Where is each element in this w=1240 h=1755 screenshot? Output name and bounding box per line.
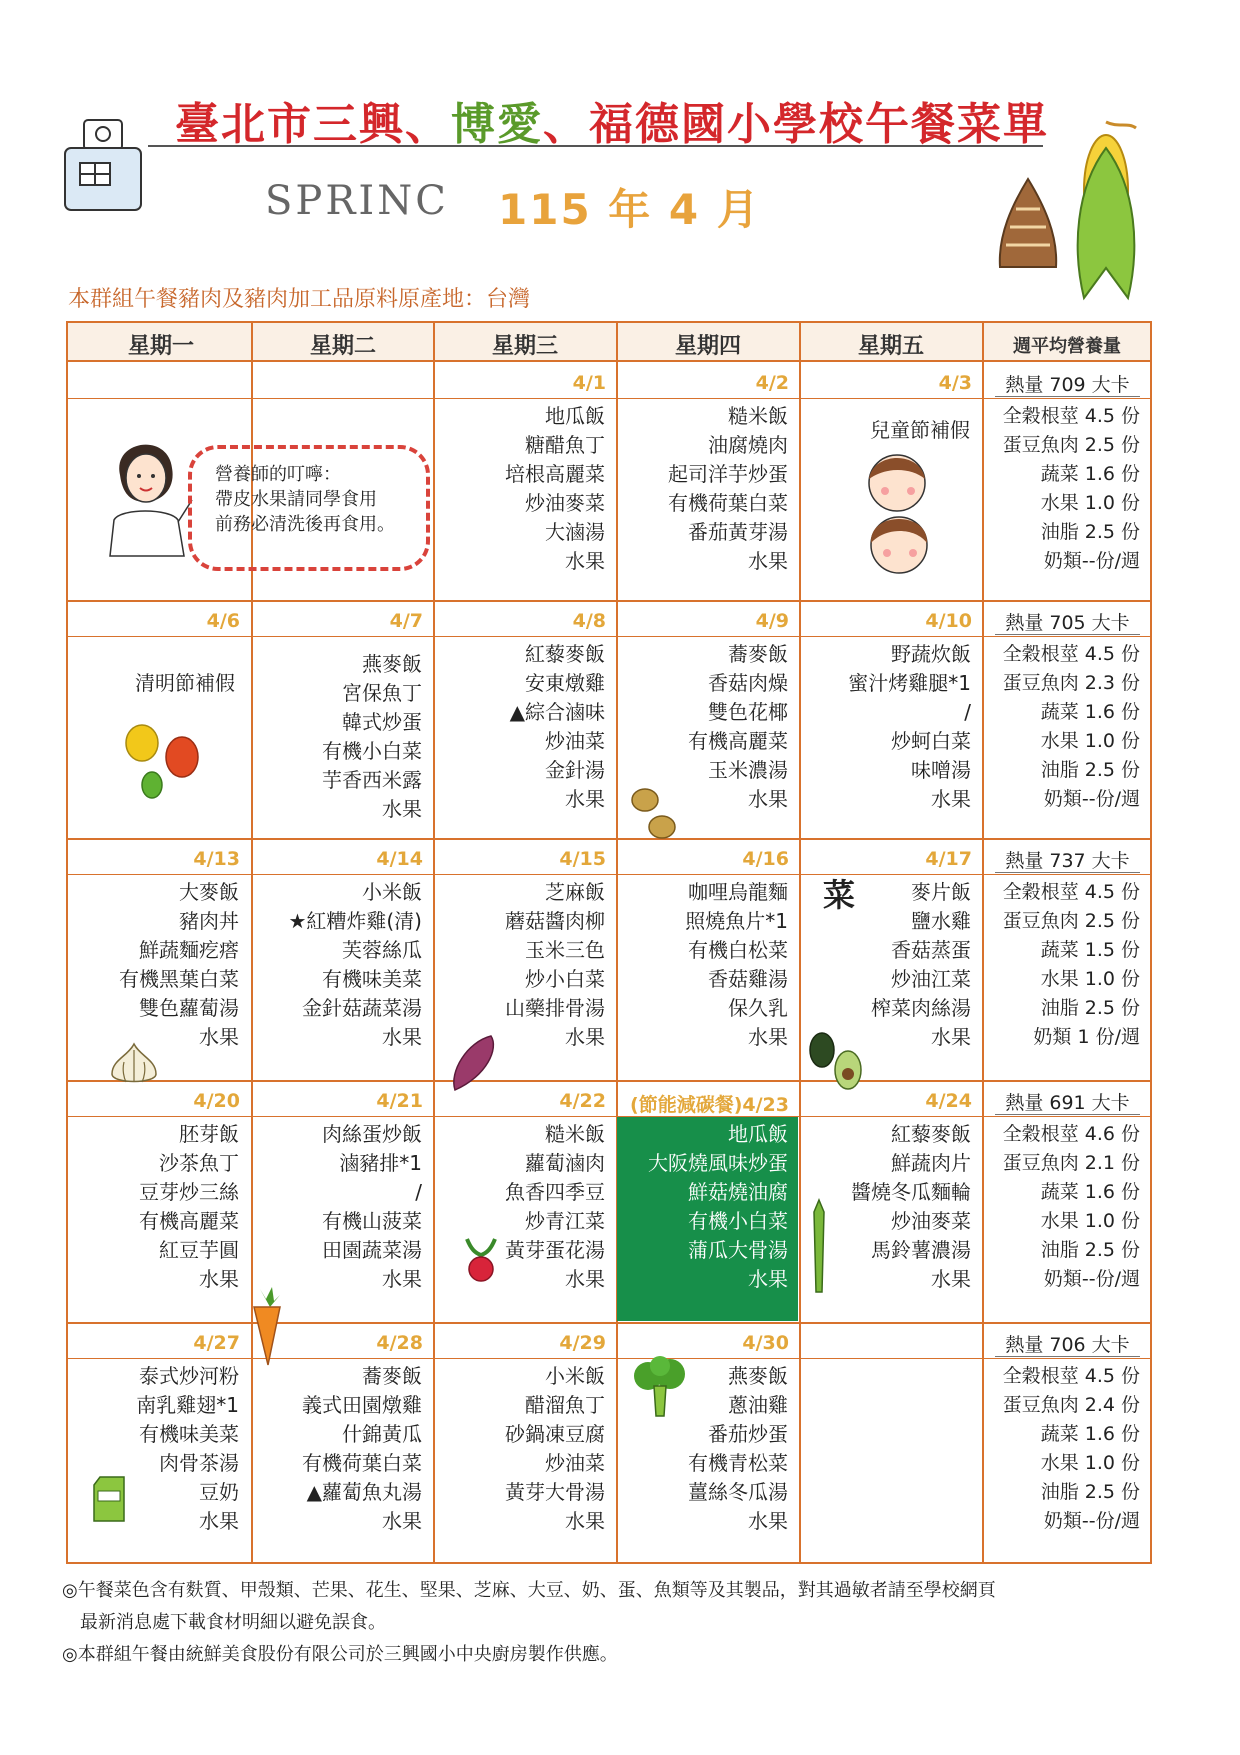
day-menu-thu xyxy=(620,878,788,1052)
menu-item: 蕎麥飯 xyxy=(728,642,788,666)
day-menu-wed xyxy=(437,402,605,576)
kcal-underline xyxy=(995,1114,1140,1115)
menu-item: 糖醋魚丁 xyxy=(525,433,605,457)
origin-note: 本群組午餐豬肉及豬肉加工品原料原產地：台灣 xyxy=(68,287,531,312)
kcal-underline xyxy=(995,1356,1140,1357)
menu-item: 炒油江菜 xyxy=(891,967,971,991)
menu-item: 砂鍋凍豆腐 xyxy=(505,1422,605,1446)
menu-item: 有機白松菜 xyxy=(688,938,788,962)
menu-item: 蘑菇醬肉柳 xyxy=(505,909,605,933)
menu-item: 香菇肉燥 xyxy=(708,671,788,695)
menu-item: 有機荷葉白菜 xyxy=(302,1451,422,1475)
weekly-kcal: 熱量 705 大卡 xyxy=(1005,612,1130,634)
menu-item: 雙色蘿蔔湯 xyxy=(139,996,239,1020)
nutrition-item: 水果 1.0 份 xyxy=(1040,492,1140,514)
menu-item: 水果 xyxy=(748,787,788,811)
title-underline xyxy=(148,145,1043,147)
menu-item: 義式田園燉雞 xyxy=(302,1393,422,1417)
menu-item: 地瓜飯 xyxy=(545,404,605,428)
day-menu-wed xyxy=(437,878,605,1052)
menu-item: 大滷湯 xyxy=(545,520,605,544)
menu-item: 玉米三色 xyxy=(525,938,605,962)
menu-item: 豆芽炒三絲 xyxy=(139,1180,239,1204)
menu-item: 水果 xyxy=(748,1267,788,1291)
row-divider xyxy=(66,600,1152,602)
footer-line: ◎午餐菜色含有麩質、甲殼類、芒果、花生、堅果、芝麻、大豆、奶、蛋、魚類等及其製品，對其過敏者請至學校網頁 xyxy=(62,1580,996,1601)
header-wednesday: 星期三 xyxy=(491,334,558,359)
month-label: 115 年 4 月 xyxy=(498,185,761,234)
bamboo-shoot-icon xyxy=(992,175,1064,275)
menu-item: 薑絲冬瓜湯 xyxy=(688,1480,788,1504)
day-menu-tue xyxy=(254,1120,422,1294)
menu-item: 水果 xyxy=(565,1267,605,1291)
header-friday: 星期五 xyxy=(857,334,924,359)
menu-item: 糙米飯 xyxy=(545,1122,605,1146)
menu-item: 紅藜麥飯 xyxy=(891,1122,971,1146)
menu-item: 雙色花椰 xyxy=(708,700,788,724)
menu-item: 有機味美菜 xyxy=(322,967,422,991)
children-icon xyxy=(855,445,945,585)
date-label: 4/20 xyxy=(193,1090,240,1112)
date-label: 4/9 xyxy=(755,610,789,632)
date-label: 4/29 xyxy=(559,1332,606,1354)
dietitian-note-line: 前務必清洗後再食用。 xyxy=(215,514,395,535)
menu-item: 蜜汁烤雞腿*1 xyxy=(848,671,971,695)
date-label: 4/7 xyxy=(389,610,423,632)
menu-item: 水果 xyxy=(382,1509,422,1533)
nutrition-item: 全穀根莖 4.5 份 xyxy=(1002,881,1140,903)
nutrition-item: 蛋豆魚肉 2.3 份 xyxy=(1002,672,1140,694)
menu-item: 安東燉雞 xyxy=(525,671,605,695)
garlic-icon xyxy=(108,1040,160,1088)
date-label: 4/15 xyxy=(559,848,606,870)
menu-item: 水果 xyxy=(382,1025,422,1049)
column-divider xyxy=(982,321,984,1564)
page-title xyxy=(175,88,1055,152)
kcal-underline xyxy=(995,634,1140,635)
menu-item: 水果 xyxy=(565,549,605,573)
menu-item: 炒油麥菜 xyxy=(525,491,605,515)
weekly-nutrition xyxy=(990,1362,1140,1536)
menu-item: 燕麥飯 xyxy=(362,652,422,676)
date-label: 4/3 xyxy=(938,372,972,394)
menu-item: 水果 xyxy=(382,797,422,821)
menu-item: 地瓜飯 xyxy=(728,1122,788,1146)
weekly-kcal: 熱量 737 大卡 xyxy=(1005,850,1130,872)
row-divider xyxy=(66,838,1152,840)
potato-icon xyxy=(630,785,680,840)
menu-item: 馬鈴薯濃湯 xyxy=(871,1238,971,1262)
footer-line: ◎本群組午餐由統鮮美食股份有限公司於三興國小中央廚房製作供應。 xyxy=(62,1644,618,1665)
menu-item: 什錦黃瓜 xyxy=(342,1422,422,1446)
menu-item: 宮保魚丁 xyxy=(342,681,422,705)
nutrition-item: 蔬菜 1.6 份 xyxy=(1040,1181,1140,1203)
nutrition-item: 全穀根莖 4.5 份 xyxy=(1002,1365,1140,1387)
title-part-2: 博愛 xyxy=(451,99,543,150)
menu-item: 泰式炒河粉 xyxy=(139,1364,239,1388)
day-menu-wed xyxy=(437,1120,605,1294)
menu-item: 照燒魚片*1 xyxy=(685,909,788,933)
weekly-nutrition xyxy=(990,640,1140,814)
header-tuesday: 星期二 xyxy=(309,334,376,359)
menu-item: 胚芽飯 xyxy=(179,1122,239,1146)
header-monday: 星期一 xyxy=(127,334,194,359)
weekly-nutrition xyxy=(990,878,1140,1052)
menu-item: 金針湯 xyxy=(545,758,605,782)
menu-item: 炒青江菜 xyxy=(525,1209,605,1233)
weekly-kcal: 熱量 706 大卡 xyxy=(1005,1334,1130,1356)
date-label: 4/30 xyxy=(742,1332,789,1354)
nutrition-item: 油脂 2.5 份 xyxy=(1040,1481,1140,1503)
day-menu-thu xyxy=(620,1362,788,1536)
nutrition-item: 蛋豆魚肉 2.5 份 xyxy=(1002,910,1140,932)
menu-item: 紅豆芋圓 xyxy=(159,1238,239,1262)
day-menu-fri xyxy=(803,878,971,1052)
menu-item: 山藥排骨湯 xyxy=(505,996,605,1020)
menu-item: 炒蚵白菜 xyxy=(891,729,971,753)
nutrition-item: 蔬菜 1.6 份 xyxy=(1040,463,1140,485)
menu-item: 有機黑葉白菜 xyxy=(119,967,239,991)
menu-item: 有機小白菜 xyxy=(322,739,422,763)
menu-item: 醋溜魚丁 xyxy=(525,1393,605,1417)
menu-item: 蕎麥飯 xyxy=(362,1364,422,1388)
menu-item: 豆奶 xyxy=(199,1480,239,1504)
menu-item: 榨菜肉絲湯 xyxy=(871,996,971,1020)
nutrition-item: 奶類--份/週 xyxy=(1043,1268,1140,1290)
menu-item: 蔥油雞 xyxy=(728,1393,788,1417)
dietitian-note-line: 帶皮水果請同學食用 xyxy=(215,489,377,510)
menu-item: 蒲瓜大骨湯 xyxy=(688,1238,788,1262)
menu-item: 油腐燒肉 xyxy=(708,433,788,457)
menu-item: 起司洋芋炒蛋 xyxy=(668,462,788,486)
row-divider xyxy=(66,1322,1152,1324)
nutrition-item: 水果 1.0 份 xyxy=(1040,968,1140,990)
date-label: 4/27 xyxy=(193,1332,240,1354)
menu-item: 鮮蔬肉片 xyxy=(891,1151,971,1175)
menu-item: 肉骨茶湯 xyxy=(159,1451,239,1475)
nutrition-item: 奶類--份/週 xyxy=(1043,1510,1140,1532)
menu-item: 玉米濃湯 xyxy=(708,758,788,782)
menu-item: 麥片飯 xyxy=(911,880,971,904)
nutrition-item: 油脂 2.5 份 xyxy=(1040,997,1140,1019)
menu-item: 芋香西米露 xyxy=(322,768,422,792)
day-menu-wed xyxy=(437,1362,605,1536)
date-label: 4/28 xyxy=(376,1332,423,1354)
holiday-label: 兒童節補假 xyxy=(870,418,970,442)
date-label: 4/6 xyxy=(206,610,240,632)
bell-pepper-icon xyxy=(122,715,204,800)
title-part-1: 臺北市三興、 xyxy=(175,99,451,150)
holiday-label: 清明節補假 xyxy=(135,671,235,695)
menu-item: 魚香四季豆 xyxy=(505,1180,605,1204)
menu-item: 鮮蔬麵疙瘩 xyxy=(139,938,239,962)
weekly-kcal: 熱量 709 大卡 xyxy=(1005,374,1130,396)
date-label: 4/1 xyxy=(572,372,606,394)
nutrition-item: 全穀根莖 4.6 份 xyxy=(1002,1123,1140,1145)
date-label: (節能減碳餐)4/23 xyxy=(630,1094,789,1116)
nutrition-item: 蛋豆魚肉 2.5 份 xyxy=(1002,434,1140,456)
menu-item: / xyxy=(415,1180,422,1204)
menu-item: ▲綜合滷味 xyxy=(509,700,605,724)
nutrition-item: 奶類 1 份/週 xyxy=(1033,1026,1140,1048)
header-thursday: 星期四 xyxy=(674,334,741,359)
menu-item: 大麥飯 xyxy=(179,880,239,904)
row-divider xyxy=(66,360,1152,362)
nutrition-item: 油脂 2.5 份 xyxy=(1040,1239,1140,1261)
menu-item: 水果 xyxy=(748,1509,788,1533)
nutrition-item: 蔬菜 1.6 份 xyxy=(1040,1423,1140,1445)
row-divider xyxy=(66,874,1152,875)
menu-item: 水果 xyxy=(199,1025,239,1049)
menu-item: 水果 xyxy=(748,1025,788,1049)
nutrition-item: 全穀根莖 4.5 份 xyxy=(1002,405,1140,427)
date-label: 4/10 xyxy=(925,610,972,632)
column-divider xyxy=(799,321,801,1564)
menu-item: 小米飯 xyxy=(362,880,422,904)
menu-item: 黃芽蛋花湯 xyxy=(505,1238,605,1262)
footer-line: 最新消息處下載食材明細以避免誤食。 xyxy=(62,1612,386,1633)
column-divider xyxy=(433,321,435,1564)
menu-item: 小米飯 xyxy=(545,1364,605,1388)
day-menu-thu xyxy=(620,402,788,576)
row-divider xyxy=(66,398,1152,399)
menu-item: 糙米飯 xyxy=(728,404,788,428)
day-menu-tue xyxy=(254,1362,422,1536)
menu-item: 保久乳 xyxy=(728,996,788,1020)
menu-item: 香菇蒸蛋 xyxy=(891,938,971,962)
menu-item: 炒油菜 xyxy=(545,729,605,753)
date-label: 4/21 xyxy=(376,1090,423,1112)
menu-item: 有機青松菜 xyxy=(688,1451,788,1475)
nutrition-item: 水果 1.0 份 xyxy=(1040,730,1140,752)
date-label: 4/24 xyxy=(925,1090,972,1112)
date-label: 4/8 xyxy=(572,610,606,632)
date-label: 4/14 xyxy=(376,848,423,870)
menu-item: 有機山菠菜 xyxy=(322,1209,422,1233)
menu-item: 黃芽大骨湯 xyxy=(505,1480,605,1504)
kcal-underline xyxy=(995,872,1140,873)
nutrition-item: 蔬菜 1.6 份 xyxy=(1040,701,1140,723)
menu-item: ★紅糟炸雞(清) xyxy=(288,909,422,933)
dietitian-icon xyxy=(100,430,195,558)
spring-label: SPRINC xyxy=(265,178,449,224)
carrot-icon xyxy=(250,1285,284,1367)
corn-icon xyxy=(1066,118,1146,303)
menu-item: 滷豬排*1 xyxy=(339,1151,422,1175)
menu-item: 豬肉丼 xyxy=(179,909,239,933)
menu-item: 有機荷葉白菜 xyxy=(668,491,788,515)
date-label: 4/13 xyxy=(193,848,240,870)
weekly-kcal: 熱量 691 大卡 xyxy=(1005,1092,1130,1114)
menu-item: 番茄炒蛋 xyxy=(708,1422,788,1446)
menu-item: 味噌湯 xyxy=(911,758,971,782)
day-menu-wed xyxy=(437,640,605,814)
dietitian-note xyxy=(215,462,395,537)
nutrition-item: 蛋豆魚肉 2.4 份 xyxy=(1002,1394,1140,1416)
menu-item: 水果 xyxy=(199,1267,239,1291)
menu-item: 有機小白菜 xyxy=(688,1209,788,1233)
header-nutrition: 週平均營養量 xyxy=(1013,336,1121,357)
menu-item: 水果 xyxy=(565,787,605,811)
menu-item: / xyxy=(964,700,971,724)
menu-item: 有機高麗菜 xyxy=(139,1209,239,1233)
menu-item: 水果 xyxy=(199,1509,239,1533)
dietitian-note-line: 營養師的叮嚀： xyxy=(215,464,341,485)
weekly-nutrition xyxy=(990,402,1140,576)
menu-item: 蘿蔔滷肉 xyxy=(525,1151,605,1175)
menu-item: 芙蓉絲瓜 xyxy=(342,938,422,962)
day-menu-mon xyxy=(71,878,239,1052)
menu-item: 水果 xyxy=(931,787,971,811)
day-menu-tue xyxy=(254,878,422,1052)
nutrition-item: 油脂 2.5 份 xyxy=(1040,759,1140,781)
day-menu-fri xyxy=(803,640,971,814)
column-divider xyxy=(616,321,618,1564)
nutrition-item: 奶類--份/週 xyxy=(1043,788,1140,810)
menu-item: 咖哩烏龍麵 xyxy=(688,880,788,904)
menu-item: 水果 xyxy=(748,549,788,573)
menu-item: 沙茶魚丁 xyxy=(159,1151,239,1175)
menu-item: 田園蔬菜湯 xyxy=(322,1238,422,1262)
menu-item: 大阪燒風味炒蛋 xyxy=(648,1151,788,1175)
menu-item: 芝麻飯 xyxy=(545,880,605,904)
menu-item: 野蔬炊飯 xyxy=(891,642,971,666)
menu-item: 番茄黃芽湯 xyxy=(688,520,788,544)
date-label: 4/16 xyxy=(742,848,789,870)
footer-notes xyxy=(62,1575,1162,1671)
nutrition-item: 蔬菜 1.5 份 xyxy=(1040,939,1140,961)
nutrition-item: 全穀根莖 4.5 份 xyxy=(1002,643,1140,665)
nutrition-item: 水果 1.0 份 xyxy=(1040,1210,1140,1232)
day-menu-fri xyxy=(803,1120,971,1294)
row-divider xyxy=(66,1358,1152,1359)
nutrition-item: 奶類--份/週 xyxy=(1043,550,1140,572)
menu-item: 韓式炒蛋 xyxy=(342,710,422,734)
day-menu-tue xyxy=(254,650,422,824)
vegetable-character: 菜 xyxy=(823,876,856,914)
menu-item: 水果 xyxy=(565,1025,605,1049)
menu-item: ▲蘿蔔魚丸湯 xyxy=(306,1480,422,1504)
menu-item: 香菇雞湯 xyxy=(708,967,788,991)
menu-item: 燕麥飯 xyxy=(728,1364,788,1388)
title-part-3: 、福德國小學校午餐菜單 xyxy=(543,99,1049,150)
kcal-underline xyxy=(995,396,1140,397)
row-divider xyxy=(66,636,1152,637)
soy-milk-carton-icon xyxy=(90,1475,128,1523)
menu-item: 水果 xyxy=(931,1025,971,1049)
menu-item: 鹽水雞 xyxy=(911,909,971,933)
menu-item: 金針菇蔬菜湯 xyxy=(302,996,422,1020)
row-divider xyxy=(66,1116,1152,1117)
menu-item: 南乳雞翅*1 xyxy=(136,1393,239,1417)
menu-item: 水果 xyxy=(382,1267,422,1291)
date-label: 4/2 xyxy=(755,372,789,394)
menu-item: 炒油菜 xyxy=(545,1451,605,1475)
day-menu-mon xyxy=(71,1120,239,1294)
menu-item: 鮮菇燒油腐 xyxy=(688,1180,788,1204)
menu-item: 炒油麥菜 xyxy=(891,1209,971,1233)
date-label: 4/22 xyxy=(559,1090,606,1112)
menu-item: 炒小白菜 xyxy=(525,967,605,991)
menu-item: 有機味美菜 xyxy=(139,1422,239,1446)
menu-item: 水果 xyxy=(565,1509,605,1533)
menu-item: 紅藜麥飯 xyxy=(525,642,605,666)
clock-board-icon xyxy=(62,118,144,213)
menu-item: 有機高麗菜 xyxy=(688,729,788,753)
nutrition-item: 水果 1.0 份 xyxy=(1040,1452,1140,1474)
day-menu-thu xyxy=(620,1120,788,1294)
nutrition-item: 油脂 2.5 份 xyxy=(1040,521,1140,543)
menu-item: 肉絲蛋炒飯 xyxy=(322,1122,422,1146)
date-label: 4/17 xyxy=(925,848,972,870)
menu-item: 水果 xyxy=(931,1267,971,1291)
menu-item: 醬燒冬瓜麵輪 xyxy=(851,1180,971,1204)
menu-item: 培根高麗菜 xyxy=(505,462,605,486)
weekly-nutrition xyxy=(990,1120,1140,1294)
nutrition-item: 蛋豆魚肉 2.1 份 xyxy=(1002,1152,1140,1174)
row-divider xyxy=(66,1080,1152,1082)
